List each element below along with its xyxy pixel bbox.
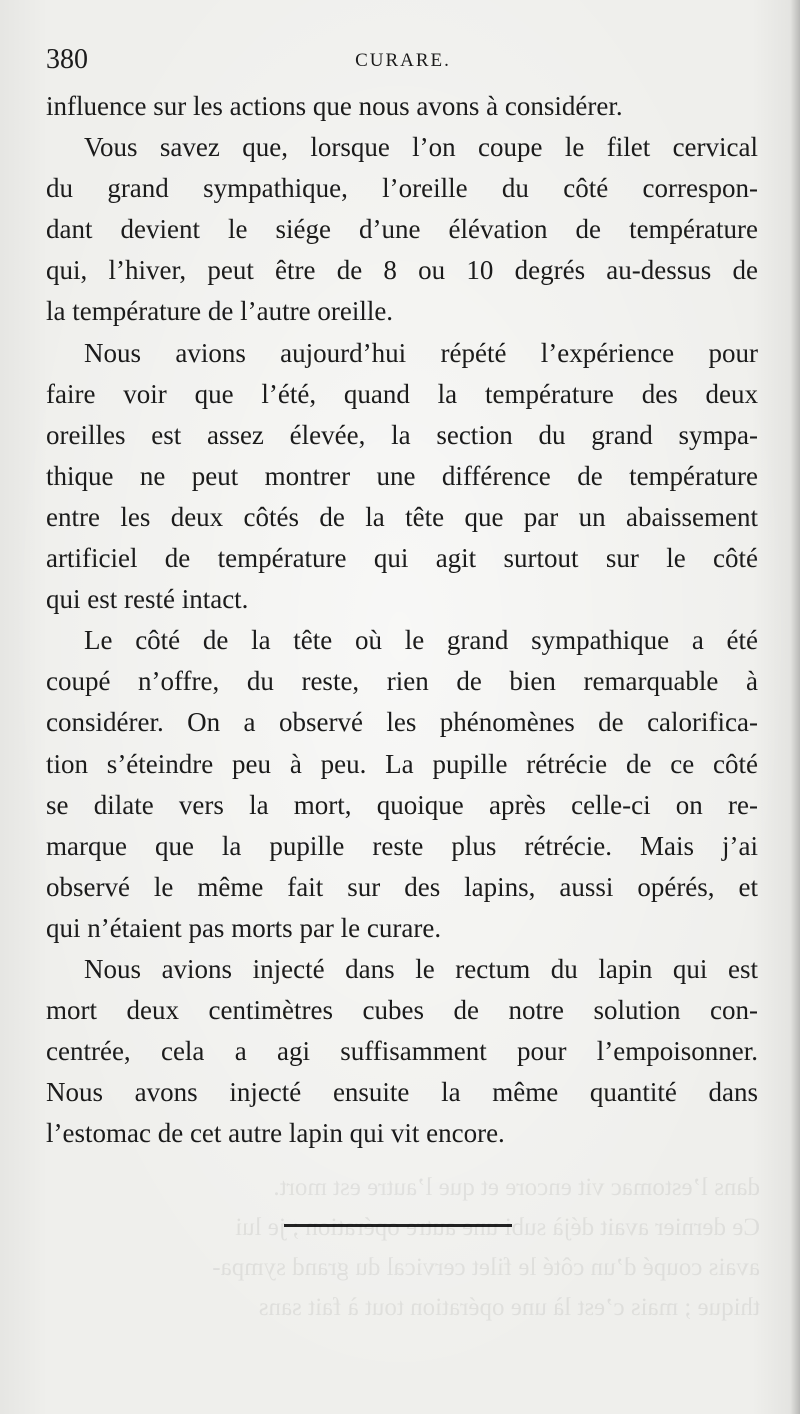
text-line: tion s’éteindre peu à peu. La pupille rétrécie de ce côté — [46, 748, 758, 779]
text-line: centrée, cela a agi suffisamment pour l’empoisonner. — [46, 1036, 758, 1067]
text-line: faire voir que l’été, quand la température des deux — [46, 378, 758, 409]
text-line: observé le même fait sur des lapins, aussi opérés, et — [46, 871, 758, 902]
text-line: influence sur les actions que nous avons à considérer. — [46, 91, 623, 121]
text-line: du grand sympathique, l’oreille du côté correspon- — [46, 173, 758, 204]
page-header — [46, 38, 750, 78]
text-line: dant devient le siége d’une élévation de température — [46, 214, 758, 245]
text-line: se dilate vers la mort, quoique après celle-ci on re- — [46, 789, 758, 820]
bleed-through-texture: dans l’estomac vit encore et que l’autre est mort. Ce dernier avait déjà subi une autre opération ; je lui avais coupé d’un côté le filet cervical du grand sympa- thique ; mais c’est là une opération tout à fait sans — [212, 1174, 760, 1321]
text-line: entre les deux côtés de la tête que par un abaissement — [46, 501, 758, 532]
text-line: marque que la pupille reste plus rétrécie. Mais j’ai — [46, 830, 758, 861]
text-line: Nous avons injecté ensuite la même quantité dans — [46, 1077, 758, 1108]
page-number: 380 — [46, 44, 88, 75]
text-line: mort deux centimètres cubes de notre solution con- — [46, 995, 758, 1026]
text-line: l’estomac de cet autre lapin qui vit encore. — [46, 1118, 505, 1149]
text-line: oreilles est assez élevée, la section du grand sympa- — [46, 419, 758, 450]
text-line: artificiel de température qui agit surtout sur le côté — [46, 543, 758, 574]
section-divider-rule — [284, 1224, 512, 1227]
text-line: Nous avions injecté dans le rectum du lapin qui est — [84, 953, 758, 984]
text-line: qui n’étaient pas morts par le curare. — [46, 912, 442, 943]
text-line: Vous savez que, lorsque l’on coupe le filet cervical — [84, 132, 758, 163]
text-line: coupé n’offre, du reste, rien de bien remarquable à — [46, 666, 758, 697]
text-line: Le côté de la tête où le grand sympathique a été — [84, 625, 758, 656]
running-title: CURARE. — [355, 50, 451, 71]
text-line: qui, l’hiver, peut être de 8 ou 10 degrés au-dessus de — [46, 255, 758, 286]
text-line: Nous avions aujourd’hui répété l’expérience pour — [84, 337, 758, 368]
body-text — [46, 86, 758, 1154]
text-line: la température de l’autre oreille. — [46, 296, 394, 327]
text-line: considérer. On a observé les phénomènes de calorifica- — [46, 707, 758, 738]
text-line: qui est resté intact. — [46, 584, 249, 615]
text-line: thique ne peut montrer une différence de température — [46, 460, 758, 491]
